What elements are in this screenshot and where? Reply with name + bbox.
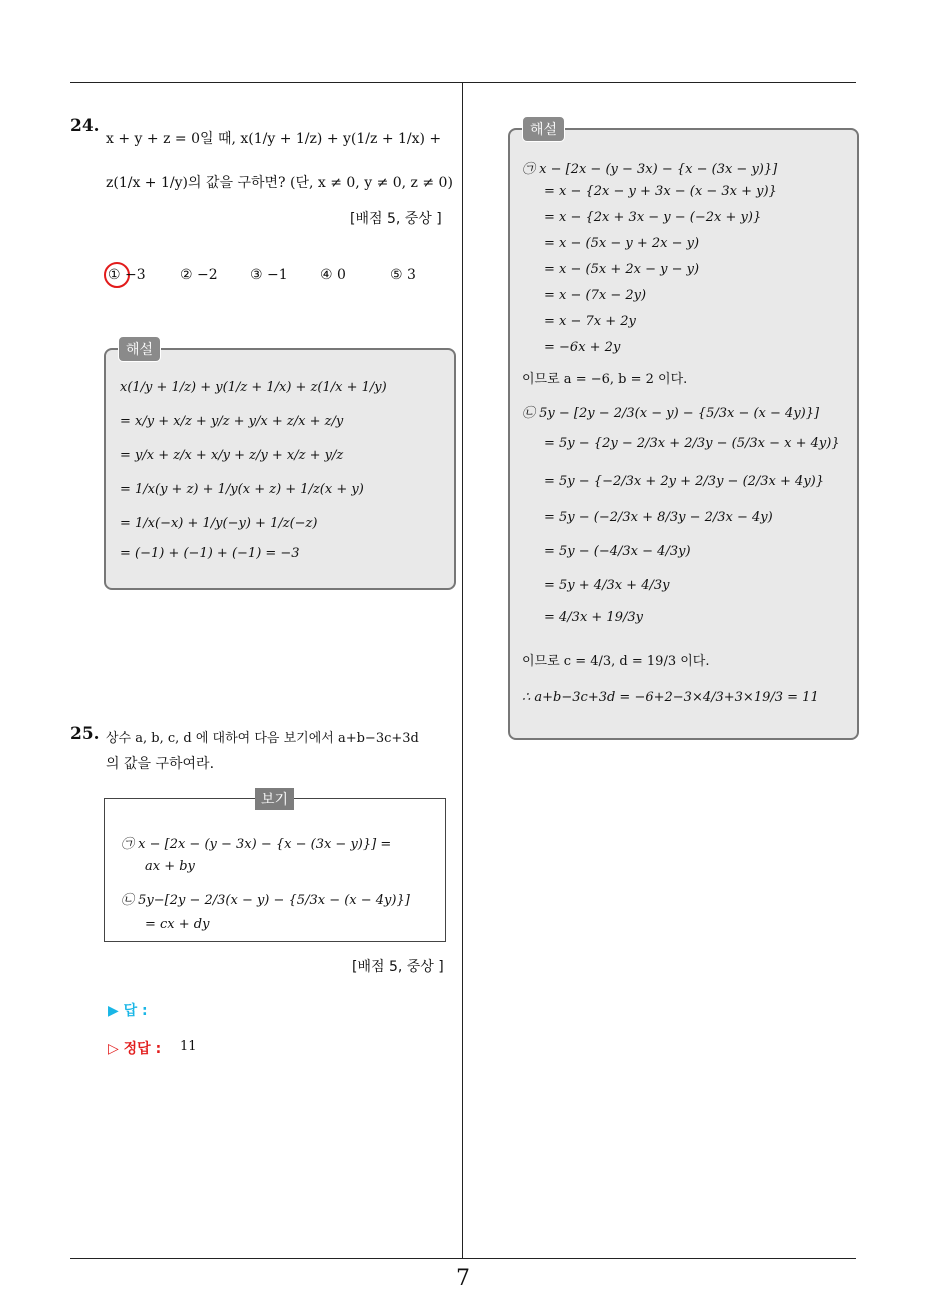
question-25-number: 25. [70, 724, 100, 744]
q25-solution-line: = 5y − (−4/3x − 4/3y) [544, 544, 691, 559]
q24-solution-line: = 1/x(y + z) + 1/y(x + z) + 1/z(x + y) [120, 482, 364, 497]
q25-solution-line: 이므로 a = −6, b = 2 이다. [522, 372, 688, 387]
question-24-line2: z(1/x + 1/y)의 값을 구하면? (단, x ≠ 0, y ≠ 0, z ≠ 0) [106, 175, 453, 191]
q25-solution-line: = x − (7x − 2y) [544, 288, 647, 303]
q25-solution-line: 이므로 c = 4/3, d = 19/3 이다. [522, 654, 710, 669]
question-24-solution-box [104, 348, 456, 590]
correct-answer-value: 11 [180, 1039, 197, 1054]
choice-3[interactable]: ③ −1 [250, 267, 288, 283]
bogi-line: ㉡ 5y−[2y − 2/3(x − y) − {5/3x − (x − 4y)}] [121, 893, 410, 908]
q24-solution-line: = 1/x(−x) + 1/y(−y) + 1/z(−z) [120, 516, 318, 531]
q24-solution-line: = x/y + x/z + y/z + y/x + z/x + z/y [120, 414, 344, 429]
question-24-solution-tag: 해설 [118, 336, 161, 362]
question-25-line2: 의 값을 구하여라. [106, 756, 215, 772]
page-number: 7 [456, 1266, 470, 1291]
question-24-line1: x + y + z = 0일 때, x(1/y + 1/z) + y(1/z + 1/x) + [106, 131, 442, 147]
bogi-line: ㉠ x − [2x − (y − 3x) − {x − (3x − y)}] = [121, 837, 392, 852]
choice-4[interactable]: ④ 0 [320, 267, 346, 283]
q24-solution-line: = (−1) + (−1) + (−1) = −3 [120, 546, 300, 561]
choice-1[interactable]: ① −3 [108, 267, 146, 283]
answer-label: ▶ 답 : [108, 1003, 148, 1019]
q25-solution-line: ∴ a+b−3c+3d = −6+2−3×4/3+3×19/3 = 11 [522, 690, 819, 705]
q25-solution-line: = x − (5x − y + 2x − y) [544, 236, 700, 251]
bogi-line: ax + by [145, 859, 195, 874]
bogi-line: = cx + dy [145, 917, 210, 932]
q25-solution-line: = 4/3x + 19/3y [544, 610, 643, 625]
q25-solution-line: = 5y + 4/3x + 4/3y [544, 578, 670, 593]
choice-2[interactable]: ② −2 [180, 267, 218, 283]
q24-solution-line: x(1/y + 1/z) + y(1/z + 1/x) + z(1/x + 1/y) [120, 380, 387, 395]
q25-solution-line: = −6x + 2y [544, 340, 621, 355]
question-25-solution-box [508, 128, 859, 740]
question-25-line1: 상수 a, b, c, d 에 대하여 다음 보기에서 a+b−3c+3d [106, 731, 419, 746]
q25-solution-line: = x − {2x + 3x − y − (−2x + y)} [544, 210, 762, 225]
q25-solution-line: = 5y − {2y − 2/3x + 2/3y − (5/3x − x + 4y)} [544, 436, 840, 451]
q24-solution-line: = y/x + z/x + x/y + z/y + x/z + y/z [120, 448, 344, 463]
question-25-bogi-box [104, 798, 446, 942]
choice-5[interactable]: ⑤ 3 [390, 267, 416, 283]
right-solution-tag: 해설 [522, 116, 565, 142]
bottom-rule [70, 1258, 856, 1259]
correct-answer-label: ▷ 정답 : [108, 1041, 162, 1057]
q25-solution-line: = 5y − (−2/3x + 8/3y − 2/3x − 4y) [544, 510, 773, 525]
question-24-score: [배점 5, 중상 ] [350, 211, 442, 227]
question-24-number: 24. [70, 116, 100, 136]
q25-solution-line: = x − (5x + 2x − y − y) [544, 262, 700, 277]
q25-solution-line: = x − 7x + 2y [544, 314, 636, 329]
question-25-score: [배점 5, 중상 ] [352, 959, 444, 975]
q25-solution-line: = 5y − {−2/3x + 2y + 2/3y − (2/3x + 4y)} [544, 474, 825, 489]
q25-solution-line: ㉡ 5y − [2y − 2/3(x − y) − {5/3x − (x − 4y)}] [522, 406, 820, 421]
question-25-bogi-tag: 보기 [255, 788, 294, 810]
top-rule [70, 82, 856, 83]
q25-solution-line: ㉠ x − [2x − (y − 3x) − {x − (3x − y)}] [522, 162, 778, 177]
column-divider [462, 82, 463, 1258]
q25-solution-line: = x − {2x − y + 3x − (x − 3x + y)} [544, 184, 777, 199]
